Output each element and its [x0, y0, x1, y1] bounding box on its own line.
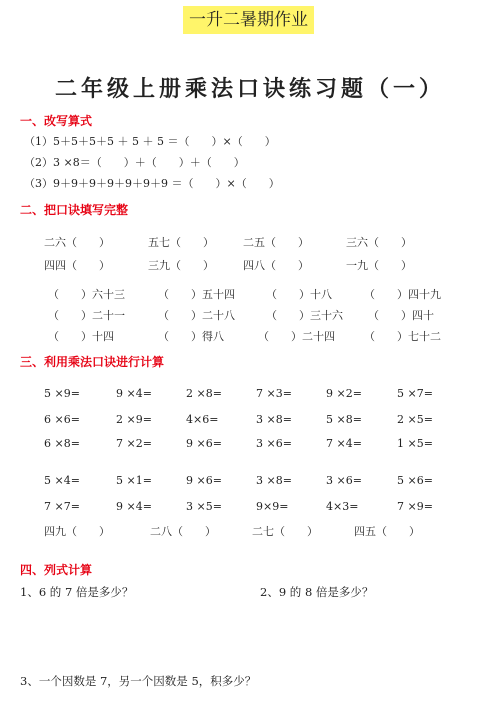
calc-item: 2 ×8=: [186, 387, 222, 400]
rhyme-item: （ ）十八: [266, 288, 332, 301]
rhyme-item: （ ）得八: [158, 330, 224, 343]
calc-item: 5 ×6=: [397, 474, 433, 487]
calc-item: 7 ×4=: [326, 437, 362, 450]
rhyme-item: （ ）七十二: [364, 330, 441, 343]
rhyme-item: 三九（ ）: [148, 259, 214, 272]
rhyme-item: 一九（ ）: [346, 259, 412, 272]
rhyme-item: 二六（ ）: [44, 236, 110, 249]
question-3: 3、一个因数是 7，另一个因数是 5，积多少？: [20, 674, 257, 688]
rhyme-item: 五七（ ）: [148, 236, 214, 249]
section-3-title: 三、利用乘法口诀进行计算: [20, 355, 165, 369]
calc-item: 2 ×9=: [116, 413, 152, 426]
calc-item: 2 ×5=: [397, 413, 433, 426]
calc-item: 7 ×9=: [397, 500, 433, 513]
rhyme-item: 四八（ ）: [243, 259, 309, 272]
rhyme-item: 二八（ ）: [150, 525, 216, 538]
calc-item: 6 ×8=: [44, 437, 80, 450]
calc-item: 5 ×4=: [44, 474, 80, 487]
calc-item: 3 ×5=: [186, 500, 222, 513]
rhyme-item: （ ）五十四: [158, 288, 235, 301]
rhyme-item: 三六（ ）: [346, 236, 412, 249]
calc-item: 4×6=: [186, 413, 219, 426]
rhyme-item: 二五（ ）: [243, 236, 309, 249]
calc-item: 9 ×4=: [116, 500, 152, 513]
rhyme-item: 四四（ ）: [44, 259, 110, 272]
calc-item: 3 ×6=: [256, 437, 292, 450]
rhyme-item: （ ）四十: [368, 309, 434, 322]
calc-item: 5 ×1=: [116, 474, 152, 487]
page-title: 二年级上册乘法口诀练习题（一）: [54, 77, 445, 102]
rhyme-item: （ ）二十八: [158, 309, 235, 322]
calc-item: 5 ×7=: [397, 387, 433, 400]
calc-item: 5 ×8=: [326, 413, 362, 426]
section-4-title: 四、列式计算: [20, 563, 93, 577]
rhyme-item: 二七（ ）: [252, 525, 318, 538]
section-1-title: 一、改写算式: [20, 114, 93, 128]
calc-item: 7 ×3=: [256, 387, 292, 400]
calc-item: 3 ×8=: [256, 413, 292, 426]
rewrite-line-2: （2）3 ×8＝（ ）＋（ ）＋（ ）: [24, 156, 245, 169]
rhyme-item: （ ）三十六: [266, 309, 343, 322]
rhyme-item: （ ）十四: [48, 330, 114, 343]
calc-item: 5 ×9=: [44, 387, 80, 400]
rhyme-item: （ ）二十四: [258, 330, 335, 343]
calc-item: 9 ×6=: [186, 437, 222, 450]
calc-item: 9 ×2=: [326, 387, 362, 400]
section-2-title: 二、把口诀填写完整: [20, 203, 129, 217]
rewrite-line-1: （1）5＋5＋5＋5 ＋ 5 ＋ 5 ＝（ ）×（ ）: [24, 135, 276, 148]
question-1: 1、6 的 7 倍是多少？: [20, 585, 134, 599]
rhyme-item: （ ）六十三: [48, 288, 125, 301]
calc-item: 6 ×6=: [44, 413, 80, 426]
rhyme-item: （ ）二十一: [48, 309, 125, 322]
calc-item: 9×9=: [256, 500, 289, 513]
calc-item: 9 ×4=: [116, 387, 152, 400]
calc-item: 3 ×6=: [326, 474, 362, 487]
header-banner: 一升二暑期作业: [183, 6, 314, 34]
calc-item: 1 ×5=: [397, 437, 433, 450]
rewrite-line-3: （3）9＋9＋9＋9＋9＋9＋9 ＝（ ）×（ ）: [24, 177, 280, 190]
question-2: 2、9 的 8 倍是多少？: [260, 585, 374, 599]
calc-item: 7 ×7=: [44, 500, 80, 513]
calc-item: 9 ×6=: [186, 474, 222, 487]
rhyme-item: （ ）四十九: [364, 288, 441, 301]
rhyme-item: 四九（ ）: [44, 525, 110, 538]
calc-item: 4×3=: [326, 500, 359, 513]
calc-item: 3 ×8=: [256, 474, 292, 487]
calc-item: 7 ×2=: [116, 437, 152, 450]
rhyme-item: 四五（ ）: [354, 525, 420, 538]
